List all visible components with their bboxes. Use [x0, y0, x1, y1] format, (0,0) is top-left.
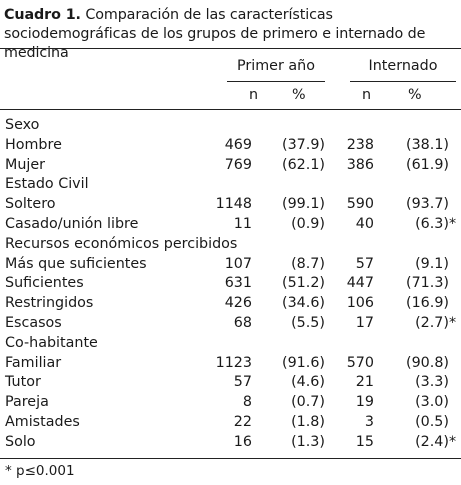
row-label: Más que suficientes: [5, 255, 147, 272]
bottom-rule: [0, 458, 461, 459]
significance-marker: *: [449, 216, 457, 232]
cell-n-primer-ano: 16: [233, 433, 252, 450]
cell-n-internado: 447: [346, 275, 374, 292]
cell-n-primer-ano: 57: [233, 374, 252, 391]
cell-pct-internado: (71.3): [406, 275, 449, 292]
caption-label: Cuadro 1.: [4, 7, 81, 23]
table-row: [0, 254, 461, 274]
row-label: Soltero: [5, 196, 56, 213]
section-label: Recursos económicos percibidos: [5, 235, 238, 252]
section-header-row: [0, 115, 461, 135]
table-row: [0, 353, 461, 373]
cell-pct-primer-ano: (99.1): [282, 196, 325, 213]
row-label: Casado/unión libre: [5, 216, 139, 232]
cell-pct-primer-ano: (5.5): [291, 315, 325, 331]
cell-n-primer-ano: 8: [242, 394, 252, 411]
group-rule-primer-ano: [227, 81, 325, 82]
row-label: Escasos: [5, 315, 62, 331]
col-header-pct-2: %: [408, 87, 422, 103]
cell-pct-primer-ano: (0.7): [291, 394, 325, 411]
table-row: [0, 412, 461, 432]
cell-n-internado: 57: [355, 255, 374, 272]
cell-n-internado: 386: [346, 156, 374, 173]
cell-n-primer-ano: 469: [224, 136, 252, 153]
cell-pct-internado: (2.4): [415, 433, 449, 450]
header-group-internado: Internado: [368, 58, 438, 74]
row-label: Restringidos: [5, 295, 94, 312]
cell-n-primer-ano: 426: [224, 295, 252, 312]
cell-pct-primer-ano: (37.9): [282, 136, 325, 153]
cell-n-internado: 238: [346, 136, 374, 153]
header-rule: [0, 109, 461, 110]
cell-pct-internado: (90.8): [406, 354, 449, 371]
row-label: Tutor: [5, 374, 41, 391]
section-label: Estado Civil: [5, 176, 89, 193]
table-row: [0, 313, 461, 333]
cell-pct-internado: (3.3): [415, 374, 449, 391]
row-label: Familiar: [5, 354, 62, 371]
table-row: [0, 392, 461, 412]
cell-pct-primer-ano: (1.8): [291, 414, 325, 430]
cell-pct-internado: (16.9): [406, 295, 449, 312]
caption-text: Comparación de las características sociodemográficas de los grupos de primero e internado de medicina: [4, 7, 426, 61]
footnote: * p≤0.001: [5, 463, 75, 479]
header-group-primer-ano: Primer año: [237, 58, 315, 74]
cell-n-internado: 21: [355, 374, 374, 391]
significance-marker: *: [449, 433, 457, 450]
row-label: Solo: [5, 433, 36, 450]
row-label: Mujer: [5, 156, 46, 173]
cell-n-primer-ano: 1148: [215, 196, 252, 213]
col-header-pct-1: %: [292, 87, 306, 103]
cell-n-primer-ano: 769: [224, 156, 252, 173]
section-header-row: [0, 234, 461, 254]
section-header-row: [0, 174, 461, 194]
cell-n-primer-ano: 68: [233, 315, 252, 331]
cell-pct-internado: (3.0): [415, 394, 449, 411]
cell-pct-primer-ano: (34.6): [282, 295, 325, 312]
cell-pct-internado: (38.1): [406, 136, 449, 153]
cell-n-primer-ano: 22: [233, 414, 252, 430]
cell-pct-primer-ano: (51.2): [282, 275, 325, 292]
section-label: Sexo: [5, 117, 40, 133]
table-caption: [4, 6, 456, 63]
cell-pct-internado: (2.7): [415, 315, 449, 331]
col-header-n-2: n: [362, 87, 372, 103]
cell-n-primer-ano: 107: [224, 255, 252, 272]
table-row: [0, 194, 461, 214]
table-row: [0, 293, 461, 313]
table-row: [0, 214, 461, 234]
cell-n-primer-ano: 631: [224, 275, 252, 292]
row-label: Pareja: [5, 394, 49, 411]
table-row: [0, 432, 461, 452]
table-row: [0, 135, 461, 155]
cell-pct-primer-ano: (0.9): [291, 216, 325, 232]
cell-pct-internado: (93.7): [406, 196, 449, 213]
cell-pct-internado: (61.9): [406, 156, 449, 173]
cell-pct-internado: (0.5): [415, 414, 449, 430]
cell-n-internado: 3: [364, 414, 374, 430]
top-rule: [0, 48, 461, 49]
cell-n-primer-ano: 1123: [215, 354, 252, 371]
row-label: Hombre: [5, 136, 62, 153]
cell-pct-internado: (9.1): [415, 255, 449, 272]
cell-n-internado: 17: [355, 315, 374, 331]
cell-n-internado: 570: [346, 354, 374, 371]
cell-n-internado: 19: [355, 394, 374, 411]
significance-marker: *: [449, 315, 457, 331]
group-rule-internado: [350, 81, 456, 82]
cell-n-internado: 590: [346, 196, 374, 213]
col-header-n-1: n: [249, 87, 259, 103]
cell-pct-primer-ano: (62.1): [282, 156, 325, 173]
row-label: Suficientes: [5, 275, 84, 292]
section-label: Co-habitante: [5, 334, 98, 351]
cell-n-internado: 106: [346, 295, 374, 312]
cell-pct-primer-ano: (4.6): [291, 374, 325, 391]
cell-n-internado: 40: [355, 216, 374, 232]
cell-n-internado: 15: [355, 433, 374, 450]
cell-pct-primer-ano: (1.3): [291, 433, 325, 450]
row-label: Amistades: [5, 414, 80, 430]
cell-n-primer-ano: 11: [233, 216, 252, 232]
cell-pct-internado: (6.3): [415, 216, 449, 232]
section-header-row: [0, 333, 461, 353]
table-row: [0, 273, 461, 293]
table-row: [0, 372, 461, 392]
cell-pct-primer-ano: (8.7): [291, 255, 325, 272]
table-row: [0, 155, 461, 175]
cell-pct-primer-ano: (91.6): [282, 354, 325, 371]
